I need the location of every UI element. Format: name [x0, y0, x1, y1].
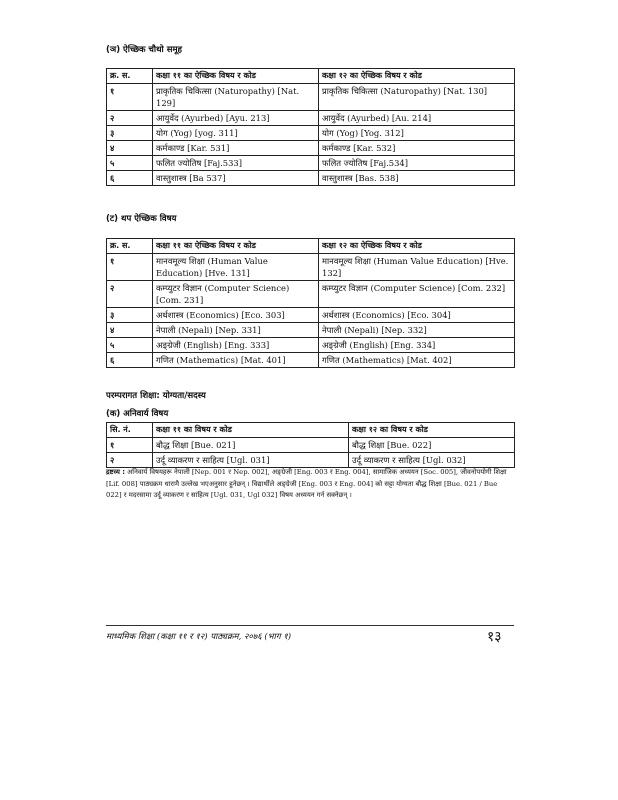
- table-row: [107, 323, 515, 338]
- class-11-cell: प्राकृतिक चिकित्सा (Naturopathy) [Nat. 129]: [153, 84, 319, 111]
- table-row: [107, 111, 515, 126]
- table-row: [107, 353, 515, 368]
- header-class-12: कक्षा १२ का ऐच्छिक विषय र कोड: [319, 239, 515, 254]
- class-12-cell: वास्तुशास्त्र [Bas. 538]: [319, 171, 515, 186]
- class-11-cell: कम्प्युटर विज्ञान (Computer Science) [Com. 231]: [153, 281, 319, 308]
- class-12-cell: नेपाली (Nepali) [Nep. 332]: [319, 323, 515, 338]
- header-serial: सि. नं.: [107, 423, 153, 438]
- class-11-cell: कर्मकाण्ड [Kar. 531]: [153, 141, 319, 156]
- class-11-cell: गणित (Mathematics) [Mat. 401]: [153, 353, 319, 368]
- serial-cell: ३: [107, 308, 153, 323]
- class-11-cell: अर्थशास्त्र (Economics) [Eco. 303]: [153, 308, 319, 323]
- header-class-11: कक्षा ११ का ऐच्छिक विषय र कोड: [153, 239, 319, 254]
- class-11-cell: मानवमूल्य शिक्षा (Human Value Education) [Hve. 131]: [153, 254, 319, 281]
- serial-cell: १: [107, 254, 153, 281]
- class-11-cell: वास्तुशास्त्र [Ba 537]: [153, 171, 319, 186]
- serial-cell: ४: [107, 141, 153, 156]
- table-row: [107, 84, 515, 111]
- page-number: १३: [487, 629, 502, 645]
- class-11-cell: बौद्ध शिक्षा [Bue. 021]: [153, 438, 349, 453]
- class-12-cell: आयुर्वेद (Ayurbed) [Au. 214]: [319, 111, 515, 126]
- note-text: अनिवार्य विषयहरू नेपाली [Nep. 001 र Nep. 002], अङ्ग्रेजी [Eng. 003 र Eng. 004], सामाजिक अध्ययन [Soc. 005], जीवनोपयोगी शिक्षा [Lif. 008] पाठ्यक्रम धारामै उल्लेख भएअनुसार हुनेछन् । विद्यार्थीले अङ्ग्रेजी [Eng. 003 र Eng. 004] को सट्टा योग्यता बौद्ध शिक्षा [Bue. 021 / Bue 022] र मदरसामा उर्दू व्याकरण र साहित्य [Ugl. 031, Ugl 032] विषय अध्ययन गर्न सक्नेछन् ।: [106, 468, 507, 499]
- header-class-11: कक्षा ११ का ऐच्छिक विषय र कोड: [153, 69, 319, 84]
- section-c-heading: (क) अनिवार्य विषय: [106, 409, 169, 419]
- table-header-row: [107, 423, 515, 438]
- serial-cell: ६: [107, 353, 153, 368]
- table-row: [107, 453, 515, 468]
- section-b-table: [106, 238, 515, 368]
- serial-cell: २: [107, 453, 153, 468]
- section-c-table: [106, 422, 515, 468]
- serial-cell: ३: [107, 126, 153, 141]
- serial-cell: २: [107, 111, 153, 126]
- class-12-cell: कम्प्युटर विज्ञान (Computer Science) [Com. 232]: [319, 281, 515, 308]
- section-c-title: परम्परागत शिक्षा: योग्यता/सदस्य: [106, 391, 206, 401]
- header-serial: क्र. स.: [107, 239, 153, 254]
- table-row: [107, 338, 515, 353]
- serial-cell: ५: [107, 156, 153, 171]
- note-paragraph: [106, 467, 514, 502]
- serial-cell: १: [107, 438, 153, 453]
- class-12-cell: बौद्ध शिक्षा [Bue. 022]: [349, 438, 515, 453]
- table-row: [107, 141, 515, 156]
- serial-cell: ४: [107, 323, 153, 338]
- class-11-cell: अङ्ग्रेजी (English) [Eng. 333]: [153, 338, 319, 353]
- table-row: [107, 281, 515, 308]
- class-11-cell: आयुर्वेद (Ayurbed) [Ayu. 213]: [153, 111, 319, 126]
- section-a-heading: (ञ) ऐच्छिक चौथो समूह: [106, 45, 183, 55]
- class-12-cell: कर्मकाण्ड [Kar. 532]: [319, 141, 515, 156]
- table-row: [107, 156, 515, 171]
- serial-cell: १: [107, 84, 153, 111]
- footer-text: माध्यमिक शिक्षा (कक्षा ११ र १२) पाठ्यक्रम, २०७६ (भाग १): [106, 632, 292, 642]
- footer-divider: [106, 625, 514, 626]
- class-12-cell: फलित ज्योतिष [Faj.534]: [319, 156, 515, 171]
- class-12-cell: अर्थशास्त्र (Economics) [Eco. 304]: [319, 308, 515, 323]
- class-12-cell: मानवमूल्य शिक्षा (Human Value Education) [Hve. 132]: [319, 254, 515, 281]
- table-row: [107, 308, 515, 323]
- table-row: [107, 171, 515, 186]
- note-label: द्रष्टव्य :: [106, 468, 125, 476]
- serial-cell: २: [107, 281, 153, 308]
- table-row: [107, 254, 515, 281]
- header-serial: क्र. स.: [107, 69, 153, 84]
- class-12-cell: प्राकृतिक चिकित्सा (Naturopathy) [Nat. 130]: [319, 84, 515, 111]
- class-12-cell: गणित (Mathematics) [Mat. 402]: [319, 353, 515, 368]
- class-12-cell: योग (Yog) [Yog. 312]: [319, 126, 515, 141]
- serial-cell: ५: [107, 338, 153, 353]
- class-11-cell: नेपाली (Nepali) [Nep. 331]: [153, 323, 319, 338]
- class-12-cell: उर्दू व्याकरण र साहित्य [Ugl. 032]: [349, 453, 515, 468]
- table-header-row: [107, 239, 515, 254]
- header-class-11: कक्षा ११ का विषय र कोड: [153, 423, 349, 438]
- class-12-cell: अङ्ग्रेजी (English) [Eng. 334]: [319, 338, 515, 353]
- serial-cell: ६: [107, 171, 153, 186]
- class-11-cell: फलित ज्योतिष [Faj.533]: [153, 156, 319, 171]
- class-11-cell: उर्दू व्याकरण र साहित्य [Ugl. 031]: [153, 453, 349, 468]
- table-row: [107, 126, 515, 141]
- header-class-12: कक्षा १२ का ऐच्छिक विषय र कोड: [319, 69, 515, 84]
- section-a-table: [106, 68, 515, 186]
- table-row: [107, 438, 515, 453]
- header-class-12: कक्षा १२ का विषय र कोड: [349, 423, 515, 438]
- class-11-cell: योग (Yog) [yog. 311]: [153, 126, 319, 141]
- table-header-row: [107, 69, 515, 84]
- section-b-heading: (ट) थप ऐच्छिक विषय: [106, 214, 177, 224]
